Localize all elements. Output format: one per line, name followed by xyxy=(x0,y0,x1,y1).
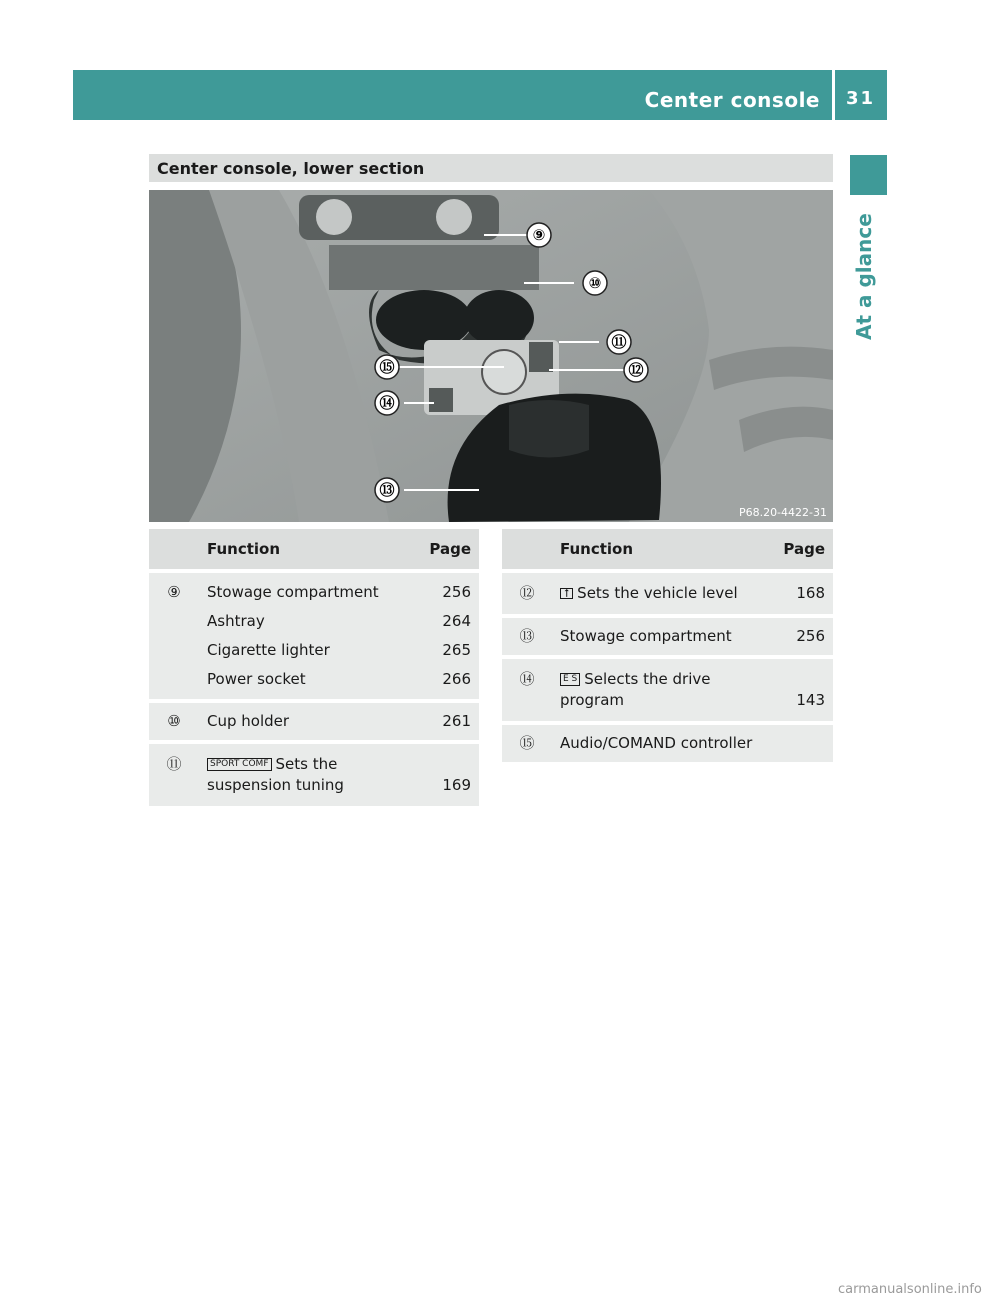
col-page: Page xyxy=(409,529,479,571)
side-tab-marker xyxy=(850,155,887,195)
function-text: Audio/COMAND controller xyxy=(552,723,771,762)
table-row xyxy=(502,723,833,762)
item-number: ⑫ xyxy=(502,571,552,616)
table-row xyxy=(149,701,479,742)
chapter-title: Center console xyxy=(644,88,820,112)
callout-13 xyxy=(375,478,399,502)
callout-11-text: ⑪ xyxy=(611,333,627,351)
callout-12 xyxy=(624,358,648,382)
function-text: Power socket xyxy=(199,665,409,701)
page-ref: 265 xyxy=(409,636,479,665)
page-ref: 264 xyxy=(409,607,479,636)
comand-controller xyxy=(482,350,526,394)
page-ref: 168 xyxy=(771,571,833,616)
item-number: ⑮ xyxy=(502,723,552,762)
watermark: carmanualsonline.info xyxy=(838,1282,982,1297)
col-function: Function xyxy=(552,529,771,571)
callout-12-text: ⑫ xyxy=(628,361,644,379)
function-table-right xyxy=(502,529,833,762)
page-ref xyxy=(771,723,833,762)
function-text: Stowage compartment xyxy=(552,616,771,657)
table-row xyxy=(149,636,479,665)
callout-14-text: ⑭ xyxy=(379,394,395,412)
page-number: 31 xyxy=(846,88,876,109)
table-header xyxy=(502,529,833,571)
callout-15 xyxy=(375,355,399,379)
table-row xyxy=(502,616,833,657)
vehicle-level-icon: ⭡ xyxy=(560,588,573,599)
section-title: Center console, lower section xyxy=(157,159,425,178)
sport-comfort-icon: SPORT COMF xyxy=(207,758,272,771)
item-number: ⑨ xyxy=(149,571,199,701)
function-text: Sets the suspension tuning xyxy=(207,755,344,794)
page-ref: 256 xyxy=(771,616,833,657)
col-function: Function xyxy=(199,529,409,571)
callout-9-text: ⑨ xyxy=(532,226,546,244)
table-row xyxy=(149,607,479,636)
page-ref: 256 xyxy=(409,571,479,607)
center-console-photo xyxy=(149,190,833,522)
function-text: Stowage compartment xyxy=(199,571,409,607)
image-code: P68.20-4422-31 xyxy=(738,506,827,519)
table-row xyxy=(502,571,833,616)
col-page: Page xyxy=(771,529,833,571)
function-text: Cigarette lighter xyxy=(199,636,409,665)
callout-15-text: ⑮ xyxy=(379,358,395,376)
item-number: ⑭ xyxy=(502,657,552,723)
function-text: Ashtray xyxy=(199,607,409,636)
item-number: ⑬ xyxy=(502,616,552,657)
callout-11 xyxy=(607,330,631,354)
table-row xyxy=(149,742,479,806)
function-text: Selects the drive program xyxy=(560,670,711,709)
function-table-left xyxy=(149,529,479,806)
callout-9 xyxy=(527,223,551,247)
table-header xyxy=(149,529,479,571)
table-row xyxy=(149,665,479,701)
callout-10-text: ⑩ xyxy=(588,274,602,292)
page-ref: 143 xyxy=(771,657,833,723)
page-ref: 266 xyxy=(409,665,479,701)
page-ref: 261 xyxy=(409,701,479,742)
stowage-lid xyxy=(329,245,539,290)
callout-14 xyxy=(375,391,399,415)
item-number: ⑩ xyxy=(149,701,199,742)
callout-10 xyxy=(583,271,607,295)
function-text: Cup holder xyxy=(199,701,409,742)
item-number: ⑪ xyxy=(149,742,199,806)
table-row xyxy=(149,571,479,607)
side-tab-label: At a glance xyxy=(852,213,876,340)
page-ref: 169 xyxy=(409,742,479,806)
table-row xyxy=(502,657,833,723)
function-text: Sets the vehicle level xyxy=(577,584,738,602)
header-separator xyxy=(832,70,835,120)
callout-13-text: ⑬ xyxy=(379,481,395,499)
drive-program-icon: E S xyxy=(560,673,580,686)
